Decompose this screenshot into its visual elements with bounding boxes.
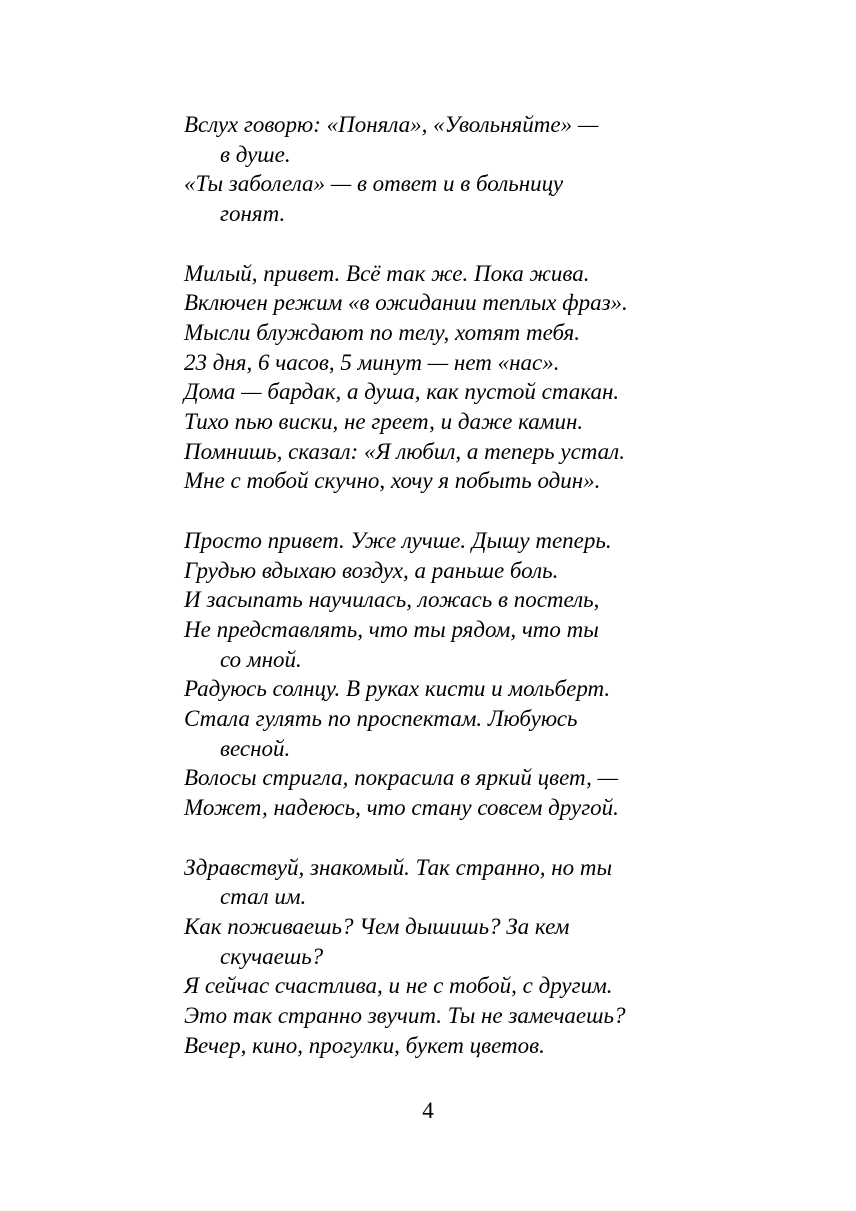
poem-line-continuation: стал им. xyxy=(220,884,307,910)
poem-line: Вечер, кино, прогулки, букет цветов. xyxy=(184,1032,545,1058)
poem-line: Включен режим «в ожидании теплых фраз». xyxy=(184,290,628,316)
poem-line: Здравствуй, знакомый. Так странно, но ты xyxy=(184,854,613,880)
stanza xyxy=(184,853,704,1061)
stanza xyxy=(184,259,704,497)
poem-line: Мне с тобой скучно, хочу я побыть один». xyxy=(184,468,601,494)
stanza xyxy=(184,110,704,229)
poem-line: «Ты заболела» — в ответ и в больницу xyxy=(184,171,564,197)
poem-line: Мысли блуждают по телу, хотят тебя. xyxy=(184,319,580,345)
stanza xyxy=(184,526,704,823)
poem-line-continuation: скучаешь? xyxy=(220,943,324,969)
poem-line: Это так странно звучит. Ты не замечаешь? xyxy=(184,1003,626,1029)
poem-line-continuation: в душе. xyxy=(220,141,291,167)
poem-line: Как поживаешь? Чем дышишь? За кем xyxy=(184,913,570,939)
poem-line: Радуюсь солнцу. В руках кисти и мольберт. xyxy=(184,676,611,702)
poem-line: Волосы стригла, покрасила в яркий цвет, — xyxy=(184,765,619,791)
poem-text xyxy=(184,110,704,1060)
poem-line: И засыпать научилась, ложась в постель, xyxy=(184,587,600,613)
poem-line-continuation: со мной. xyxy=(220,646,302,672)
poem-line: Я сейчас счастлива, и не с тобой, с другим. xyxy=(184,973,613,999)
poem-line: Дома — бардак, а душа, как пустой стакан. xyxy=(184,379,620,405)
poem-line: Вслух говорю: «Поняла», «Увольняйте» — xyxy=(184,112,599,137)
poem-line: Грудью вдыхаю воздух, а раньше боль. xyxy=(184,557,559,583)
poem-line-continuation: гонят. xyxy=(220,201,286,227)
poem-line-continuation: весной. xyxy=(220,735,291,761)
poem-line: Не представлять, что ты рядом, что ты xyxy=(184,616,599,642)
poem-line: Стала гулять по проспектам. Любуюсь xyxy=(184,706,578,732)
poem-line: Помнишь, сказал: «Я любил, а теперь устал. xyxy=(184,438,625,464)
poem-line: Милый, привет. Всё так же. Пока жива. xyxy=(184,260,590,286)
poem-line: Тихо пью виски, не греет, и даже камин. xyxy=(184,409,584,435)
page-number: 4 xyxy=(422,1098,434,1123)
poem-line: Просто привет. Уже лучше. Дышу теперь. xyxy=(184,527,612,553)
poem-line: Может, надеюсь, что стану совсем другой. xyxy=(184,795,619,821)
poem-line: 23 дня, 6 часов, 5 минут — нет «нас». xyxy=(184,349,560,375)
